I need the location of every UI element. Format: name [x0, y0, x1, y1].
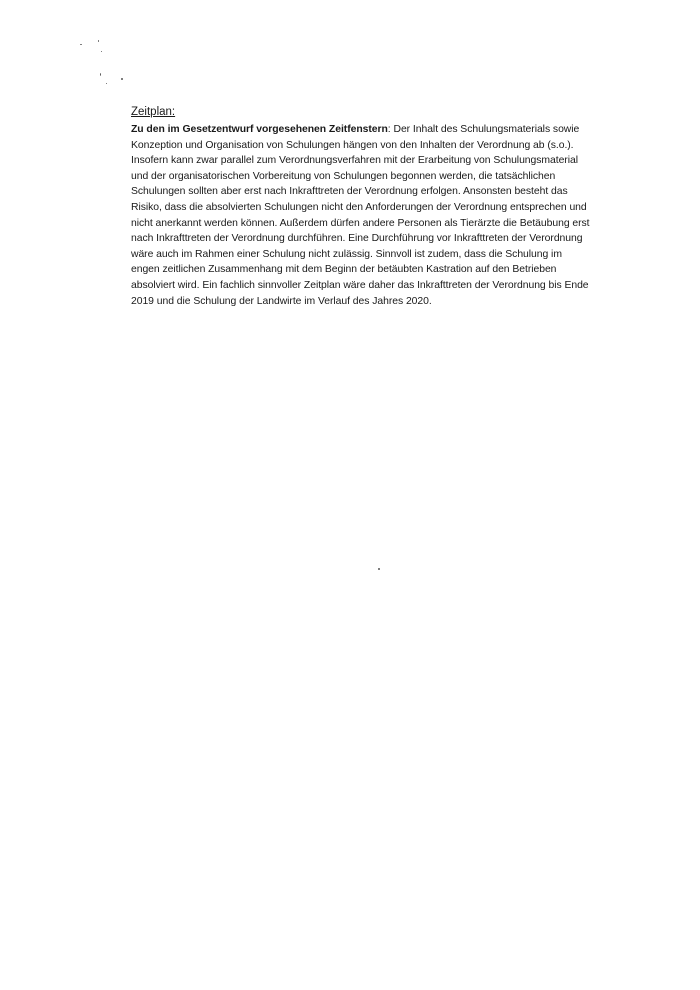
document-content [131, 104, 591, 309]
scan-speck [100, 73, 101, 76]
scan-speck [121, 78, 123, 80]
scan-speck [101, 51, 102, 52]
paragraph-text: Der Inhalt des Schulungsmaterials sowie Konzeption und Organisation von Schulungen hängen von den Inhalten der Verordnung ab (s.o.). Insofern kann zwar parallel zum Verordnungsverfahren mit der Erarbeitung von Schulungsmaterial und der organisatorischen Vorbereitung von Schulungen begonnen werden, die tatsächlichen Schulungen sollten aber erst nach Inkrafttreten der Verordnung erfolgen. Ansonsten besteht das Risiko, dass die absolvierten Schulungen nicht den Anforderungen der Verordnung entsprechen und nicht anerkannt werden können. Außerdem dürfen andere Personen als Tierärzte die Betäubung erst nach Inkrafttreten der Verordnung durchführen. Eine Durchführung vor Inkrafttreten der Verordnung wäre auch im Rahmen einer Schulung nicht zulässig. Sinnvoll ist zudem, dass die Schulung im engen zeitlichen Zusammenhang mit dem Beginn der betäubten Kastration auf den Betrieben absolviert wird. Ein fachlich sinnvoller Zeitplan wäre daher das Inkrafttreten der Verordnung bis Ende 2019 und die Schulung der Landwirte im Verlauf des Jahres 2020. [131, 124, 590, 307]
section-heading: Zeitplan: [131, 106, 176, 118]
scan-speck [98, 40, 99, 42]
paragraph-separator: : [387, 124, 394, 135]
scan-speck [378, 568, 380, 570]
scan-speck [80, 44, 82, 45]
paragraph-lead: Zu den im Gesetzentwurf vorgesehenen Zeitfenstern [131, 124, 388, 135]
scan-speck [106, 83, 107, 84]
section-paragraph [131, 122, 591, 309]
